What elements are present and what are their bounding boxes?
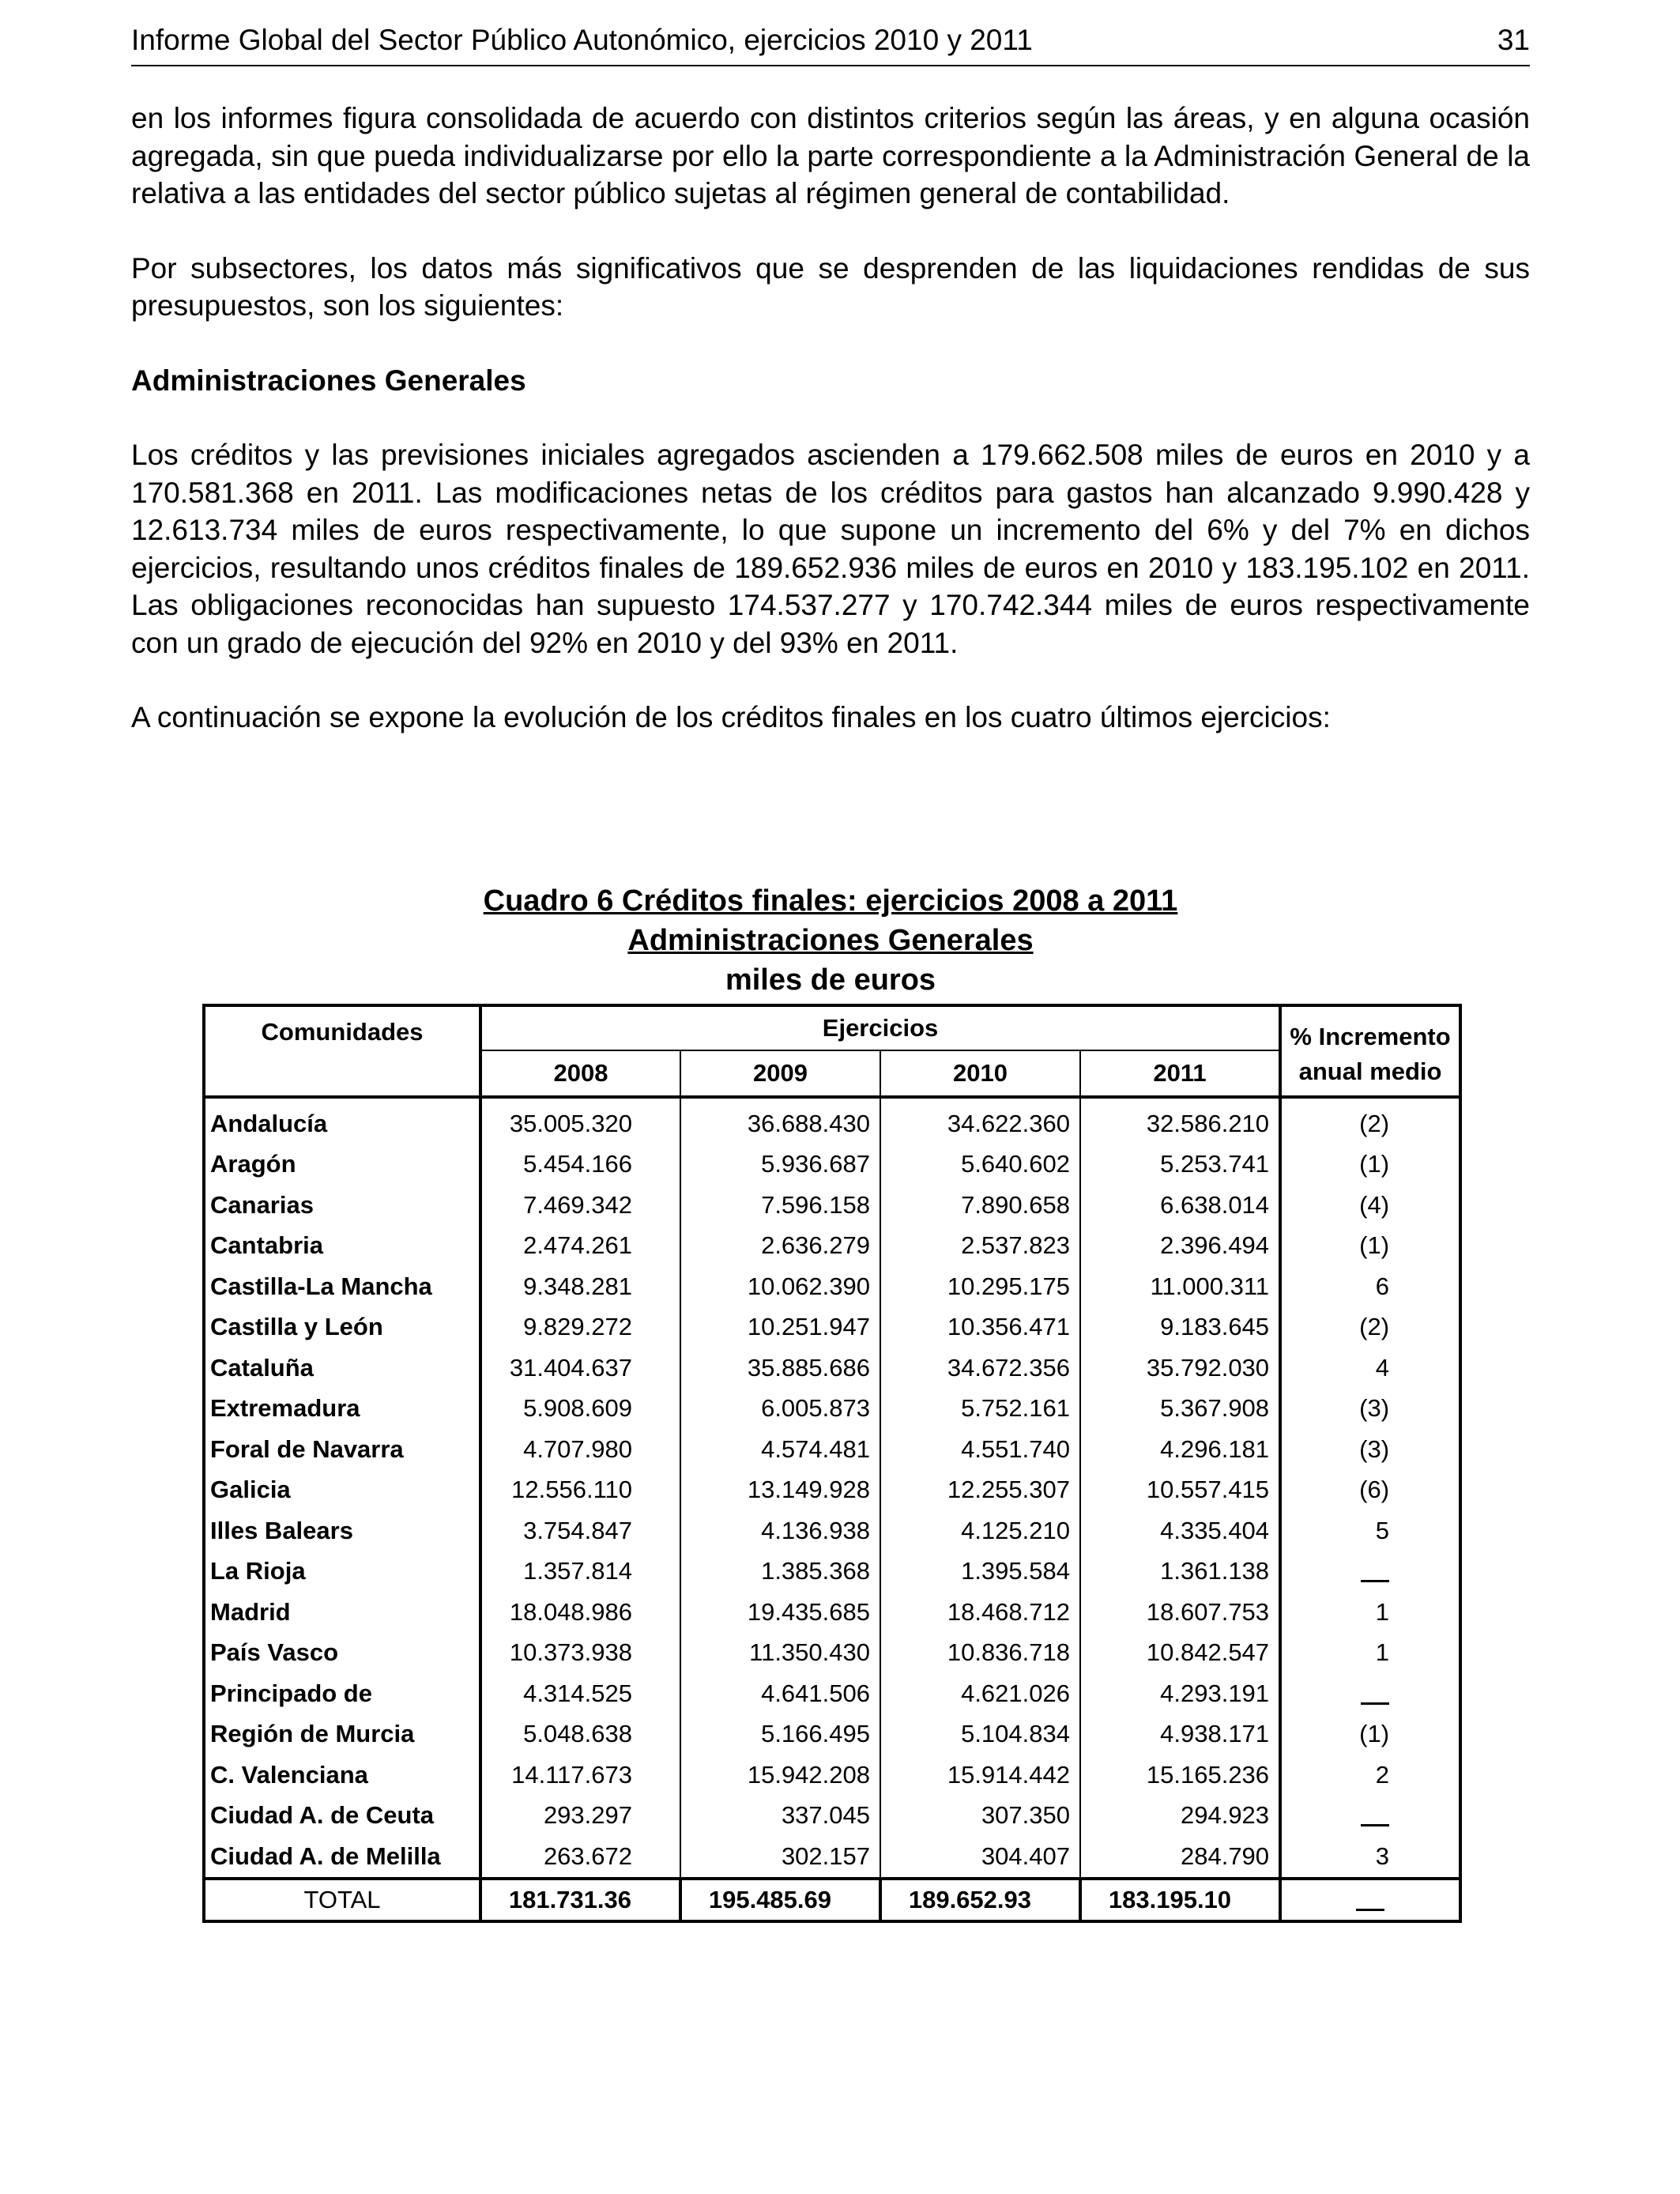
row-value: 10.251.947 xyxy=(680,1307,880,1348)
row-pct: (2) xyxy=(1280,1307,1460,1348)
table-row xyxy=(204,1348,1460,1389)
row-value: 12.255.307 xyxy=(880,1470,1080,1511)
row-value: 263.672 xyxy=(543,1842,632,1870)
dash-mark xyxy=(1361,1580,1389,1582)
row-value: 4.335.404 xyxy=(1080,1510,1280,1551)
header-year: 2011 xyxy=(1080,1050,1280,1097)
row-comunidad: Castilla-La Mancha xyxy=(204,1266,480,1307)
row-value: 32.586.210 xyxy=(1080,1097,1280,1144)
row-value: 284.790 xyxy=(1080,1836,1280,1879)
row-value: 4.621.026 xyxy=(880,1673,1080,1714)
paragraph-3: Los créditos y las previsiones iniciales agregados ascienden a 179.662.508 miles de euros en 2010 y a 170.581.368 en 2011. Las modificaciones netas de los créditos para gastos han alcanzado 9.990.428 y 12.613.734 miles de euros respectivamente, lo que supone un incremento del 6% y del 7% en dichos ejercicios, resultando unos créditos finales de 189.652.936 miles de euros en 2010 y 183.195.102 en 2011. Las obligaciones reconocidas han supuesto 174.537.277 y 170.742.344 miles de euros respectivamente con un grado de ejecución del 92% en 2010 y del 93% en 2011. xyxy=(131,439,1530,659)
row-pct: 1 xyxy=(1280,1592,1460,1633)
row-value: 18.468.712 xyxy=(880,1592,1080,1633)
table-body xyxy=(204,1097,1460,1879)
table-row xyxy=(204,1307,1460,1348)
table-row xyxy=(204,1714,1460,1755)
row-value: 4.574.481 xyxy=(680,1429,880,1470)
table-row xyxy=(204,1755,1460,1796)
row-value: 9.183.645 xyxy=(1080,1307,1280,1348)
row-value: 18.607.753 xyxy=(1080,1592,1280,1633)
row-value: 15.914.442 xyxy=(880,1755,1080,1796)
table-row xyxy=(204,1266,1460,1307)
row-value: 307.350 xyxy=(880,1796,1080,1837)
row-value: 11.000.311 xyxy=(1080,1266,1280,1307)
page-header xyxy=(131,22,1530,66)
row-value: 19.435.685 xyxy=(680,1592,880,1633)
row-pct: 1 xyxy=(1280,1633,1460,1674)
row-value: 4.125.210 xyxy=(880,1510,1080,1551)
table-row xyxy=(204,1551,1460,1593)
row-value: 35.792.030 xyxy=(1080,1348,1280,1389)
row-comunidad: Galicia xyxy=(204,1470,480,1511)
row-pct: 2 xyxy=(1280,1755,1460,1796)
row-value: 4.641.506 xyxy=(680,1673,880,1714)
row-value: 293.297 xyxy=(543,1801,632,1830)
dash-mark xyxy=(1361,1824,1389,1826)
row-value: 34.672.356 xyxy=(880,1348,1080,1389)
row-comunidad: Cataluña xyxy=(204,1348,480,1389)
row-pct: 6 xyxy=(1280,1266,1460,1307)
row-pct: (1) xyxy=(1280,1714,1460,1755)
header-pct xyxy=(1280,1005,1460,1097)
row-value: 13.149.928 xyxy=(680,1470,880,1511)
row-value: 15.165.236 xyxy=(1080,1755,1280,1796)
row-pct: (4) xyxy=(1280,1185,1460,1226)
total-value: 195.485.69 xyxy=(680,1879,880,1921)
row-value: 9.348.281 xyxy=(523,1272,632,1300)
row-value: 10.557.415 xyxy=(1080,1470,1280,1511)
header-comunidades: Comunidades xyxy=(204,1005,480,1097)
row-value: 294.923 xyxy=(1080,1796,1280,1837)
row-comunidad: Ciudad A. de Ceuta xyxy=(204,1796,480,1837)
credits-table xyxy=(202,1004,1462,1923)
row-value: 302.157 xyxy=(680,1836,880,1879)
row-comunidad: C. Valenciana xyxy=(204,1755,480,1796)
row-value: 9.829.272 xyxy=(523,1313,632,1341)
body-text xyxy=(131,100,1530,737)
total-value: 181.731.36 xyxy=(480,1879,680,1921)
row-value: 15.942.208 xyxy=(680,1755,880,1796)
row-value: 34.622.360 xyxy=(880,1097,1080,1144)
header-ejercicios: Ejercicios xyxy=(480,1005,1280,1050)
table-title: Cuadro 6 Créditos finales: ejercicios 2008 a 2011 xyxy=(483,884,1178,918)
header-year: 2010 xyxy=(880,1050,1080,1097)
table-row xyxy=(204,1673,1460,1714)
table-row xyxy=(204,1510,1460,1551)
row-value: 2.636.279 xyxy=(680,1226,880,1267)
dash-mark xyxy=(1356,1909,1384,1911)
section-heading: Administraciones Generales xyxy=(131,364,526,397)
row-value: 36.688.430 xyxy=(680,1097,880,1144)
total-value: 183.195.10 xyxy=(1080,1879,1280,1921)
row-value: 5.640.602 xyxy=(880,1144,1080,1186)
table-caption xyxy=(131,881,1530,1000)
row-value: 14.117.673 xyxy=(511,1760,632,1789)
row-value: 4.551.740 xyxy=(880,1429,1080,1470)
row-value: 4.296.181 xyxy=(1080,1429,1280,1470)
header-year: 2009 xyxy=(680,1050,880,1097)
table-row xyxy=(204,1592,1460,1633)
row-value: 10.062.390 xyxy=(680,1266,880,1307)
header-year: 2008 xyxy=(480,1050,680,1097)
row-value: 10.842.547 xyxy=(1080,1633,1280,1674)
row-value: 1.395.584 xyxy=(880,1551,1080,1593)
row-pct xyxy=(1280,1796,1460,1837)
row-value: 4.707.980 xyxy=(523,1434,632,1463)
row-value: 10.373.938 xyxy=(509,1638,632,1667)
row-comunidad: Región de Murcia xyxy=(204,1714,480,1755)
table-units: miles de euros xyxy=(725,963,936,997)
row-comunidad: Illes Balears xyxy=(204,1510,480,1551)
paragraph-4: A continuación se expone la evolución de los créditos finales en los cuatro últimos ejercicios: xyxy=(131,701,1331,733)
row-value: 304.407 xyxy=(880,1836,1080,1879)
row-value: 10.836.718 xyxy=(880,1633,1080,1674)
row-value: 337.045 xyxy=(680,1796,880,1837)
row-value: 4.293.191 xyxy=(1080,1673,1280,1714)
row-value: 5.936.687 xyxy=(680,1144,880,1186)
row-value: 10.356.471 xyxy=(880,1307,1080,1348)
row-comunidad: Cantabria xyxy=(204,1226,480,1267)
row-pct: 4 xyxy=(1280,1348,1460,1389)
row-value: 2.474.261 xyxy=(523,1231,632,1260)
header-title: Informe Global del Sector Público Autonómico, ejercicios 2010 y 2011 xyxy=(131,24,1033,56)
row-comunidad: Castilla y León xyxy=(204,1307,480,1348)
row-value: 10.295.175 xyxy=(880,1266,1080,1307)
table-row xyxy=(204,1796,1460,1837)
table-row xyxy=(204,1836,1460,1879)
row-pct xyxy=(1280,1551,1460,1593)
row-comunidad: Canarias xyxy=(204,1185,480,1226)
row-pct: 3 xyxy=(1280,1836,1460,1879)
row-value: 3.754.847 xyxy=(523,1516,632,1544)
row-comunidad: Principado de xyxy=(204,1673,480,1714)
row-comunidad: Andalucía xyxy=(204,1097,480,1144)
row-value: 2.537.823 xyxy=(880,1226,1080,1267)
total-pct xyxy=(1280,1879,1460,1921)
table-subtitle: Administraciones Generales xyxy=(627,924,1034,957)
row-pct: (3) xyxy=(1280,1429,1460,1470)
row-comunidad: Madrid xyxy=(204,1592,480,1633)
row-value: 4.314.525 xyxy=(523,1679,632,1707)
row-value: 1.385.368 xyxy=(680,1551,880,1593)
table-row xyxy=(204,1097,1460,1144)
total-value: 189.652.93 xyxy=(880,1879,1080,1921)
row-value: 11.350.430 xyxy=(680,1633,880,1674)
row-value: 5.454.166 xyxy=(523,1150,632,1178)
row-value: 31.404.637 xyxy=(509,1353,632,1382)
row-value: 5.752.161 xyxy=(880,1389,1080,1430)
table-row xyxy=(204,1633,1460,1674)
paragraph-2: Por subsectores, los datos más significativos que se desprenden de las liquidaciones rendidas de sus presupuestos, son los siguientes: xyxy=(131,251,1530,322)
row-value: 4.136.938 xyxy=(680,1510,880,1551)
row-comunidad: La Rioja xyxy=(204,1551,480,1593)
row-value: 4.938.171 xyxy=(1080,1714,1280,1755)
row-value: 6.005.873 xyxy=(680,1389,880,1430)
table-row xyxy=(204,1185,1460,1226)
row-value: 6.638.014 xyxy=(1080,1185,1280,1226)
row-value: 7.596.158 xyxy=(680,1185,880,1226)
page-number: 31 xyxy=(1497,24,1530,56)
header-pct-line2: anual medio xyxy=(1298,1057,1442,1085)
table-row xyxy=(204,1389,1460,1430)
row-value: 5.166.495 xyxy=(680,1714,880,1755)
row-value: 7.890.658 xyxy=(880,1185,1080,1226)
row-pct: (6) xyxy=(1280,1470,1460,1511)
row-value: 5.048.638 xyxy=(523,1720,632,1748)
table-row xyxy=(204,1429,1460,1470)
table-row xyxy=(204,1226,1460,1267)
row-value: 35.005.320 xyxy=(509,1109,632,1137)
row-pct: 5 xyxy=(1280,1510,1460,1551)
total-label: TOTAL xyxy=(204,1879,480,1921)
row-value: 5.367.908 xyxy=(1080,1389,1280,1430)
row-value: 12.556.110 xyxy=(511,1476,632,1504)
dash-mark xyxy=(1361,1702,1389,1705)
credits-table-container xyxy=(202,1004,1459,1923)
row-value: 1.357.814 xyxy=(523,1557,632,1585)
header-pct-line1: % Incremento xyxy=(1290,1023,1451,1050)
table-row xyxy=(204,1470,1460,1511)
row-value: 35.885.686 xyxy=(680,1348,880,1389)
table-row xyxy=(204,1144,1460,1186)
row-value: 18.048.986 xyxy=(509,1597,632,1626)
paragraph-1: en los informes figura consolidada de acuerdo con distintos criterios según las áreas, y en alguna ocasión agregada, sin que pueda individualizarse por ello la parte correspondiente a la Administración General de la relativa a las entidades del sector público sujetas al régimen general de contabilidad. xyxy=(131,102,1530,209)
row-pct: (1) xyxy=(1280,1144,1460,1186)
row-value: 5.253.741 xyxy=(1080,1144,1280,1186)
row-value: 5.908.609 xyxy=(523,1394,632,1423)
row-pct: (1) xyxy=(1280,1226,1460,1267)
row-comunidad: País Vasco xyxy=(204,1633,480,1674)
row-value: 2.396.494 xyxy=(1080,1226,1280,1267)
row-value: 5.104.834 xyxy=(880,1714,1080,1755)
row-comunidad: Ciudad A. de Melilla xyxy=(204,1836,480,1879)
row-comunidad: Aragón xyxy=(204,1144,480,1186)
row-pct xyxy=(1280,1673,1460,1714)
row-value: 7.469.342 xyxy=(523,1190,632,1219)
row-pct: (2) xyxy=(1280,1097,1460,1144)
row-comunidad: Extremadura xyxy=(204,1389,480,1430)
row-pct: (3) xyxy=(1280,1389,1460,1430)
row-comunidad: Foral de Navarra xyxy=(204,1429,480,1470)
total-row xyxy=(204,1879,1460,1921)
row-value: 1.361.138 xyxy=(1080,1551,1280,1593)
